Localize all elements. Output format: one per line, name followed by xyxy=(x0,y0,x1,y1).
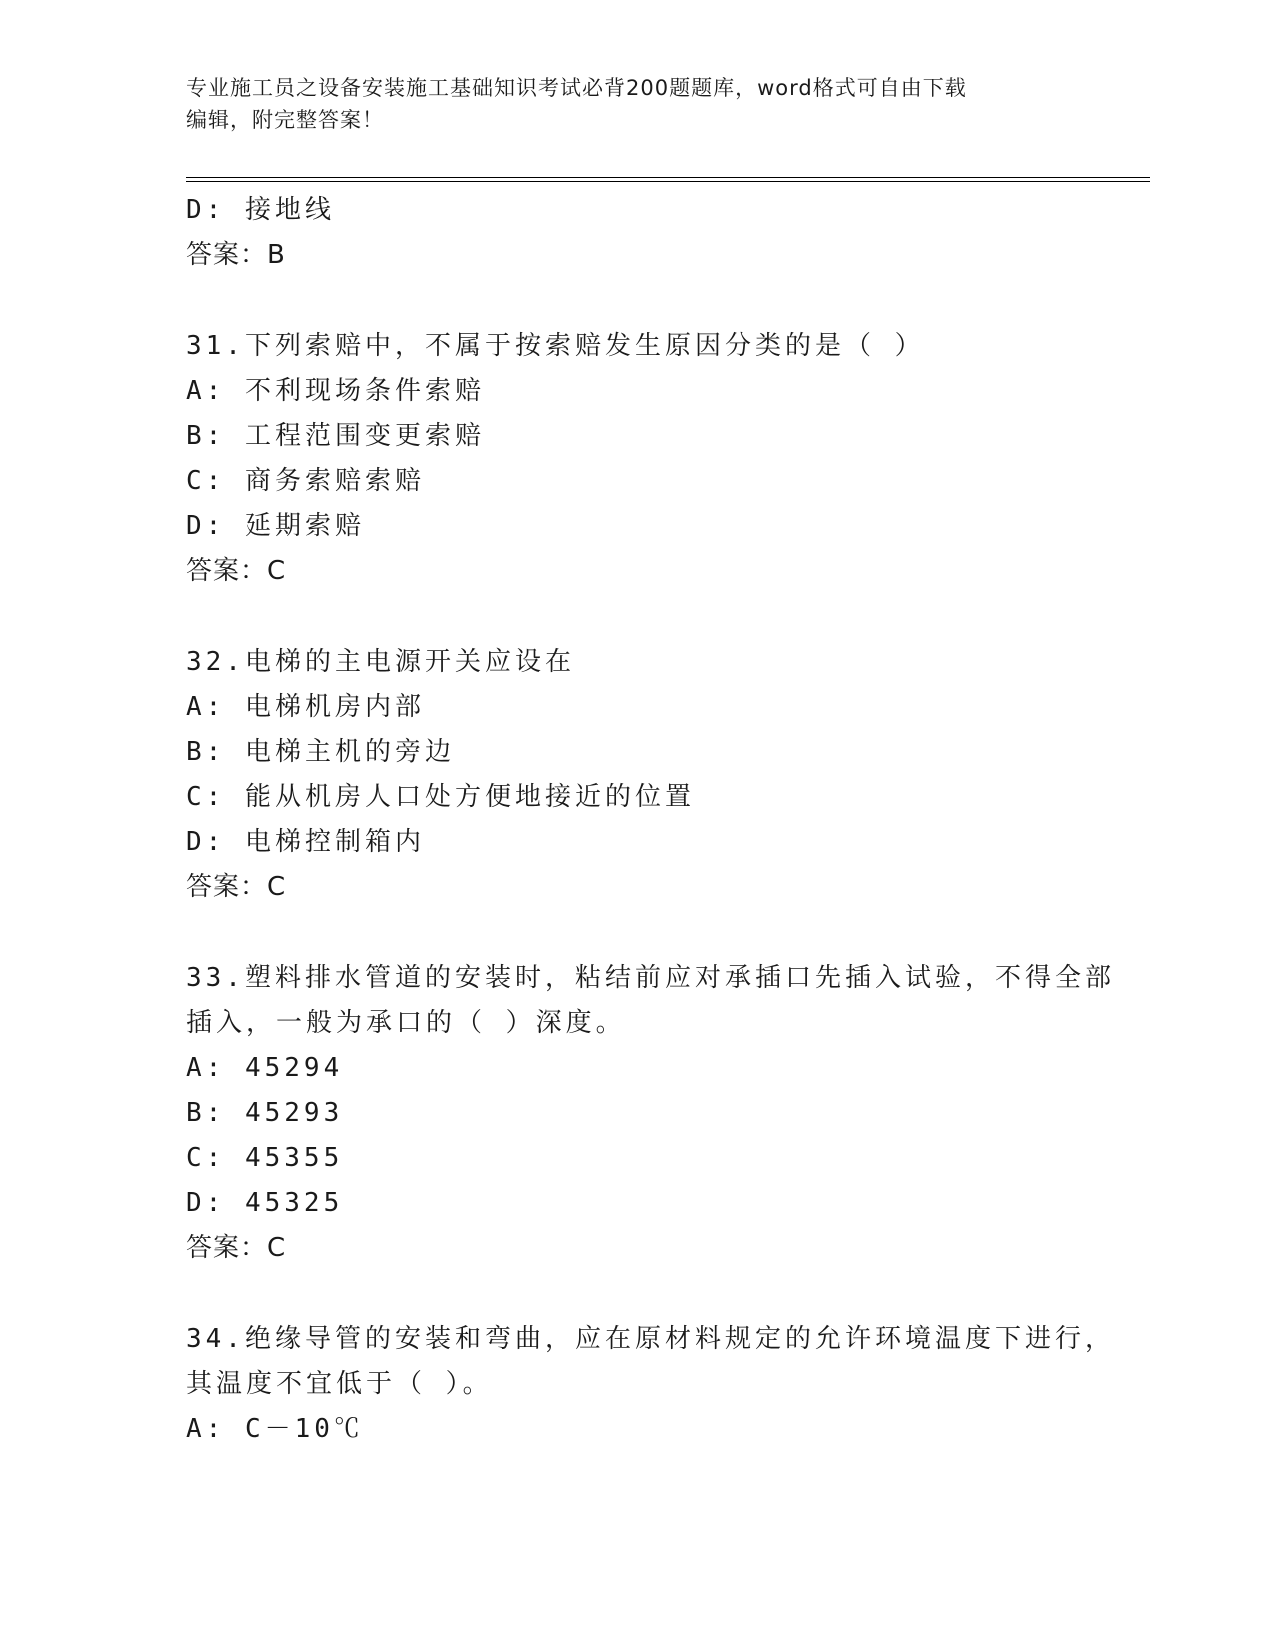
option-d: D: 45325 xyxy=(186,1188,344,1218)
question-stem-line-1: 33.塑料排水管道的安装时，粘结前应对承插口先插入试验，不得全部 xyxy=(186,963,1115,993)
question-stem-line-1: 34.绝缘导管的安装和弯曲，应在原材料规定的允许环境温度下进行， xyxy=(186,1324,1115,1354)
header-rule-bottom xyxy=(186,181,1150,182)
option-d: D: 延期索赔 xyxy=(186,511,365,541)
question-stem: 32.电梯的主电源开关应设在 xyxy=(186,647,575,677)
option-b: B: 电梯主机的旁边 xyxy=(186,737,455,767)
option-c: C: 45355 xyxy=(186,1143,344,1173)
header-line-1: 专业施工员之设备安装施工基础知识考试必背200题题库，word格式可自由下载 xyxy=(186,76,967,100)
header-rule-top xyxy=(186,177,1150,178)
question-stem-line-2: 其温度不宜低于（ ）。 xyxy=(186,1369,493,1399)
option-a: A: 45294 xyxy=(186,1053,344,1083)
question-31 xyxy=(186,324,1086,594)
answer: 答案：C xyxy=(186,1233,287,1263)
question-34 xyxy=(186,1317,1115,1452)
document-header xyxy=(186,72,1066,136)
prev-option-d: D: 接地线 xyxy=(186,195,335,225)
question-stem-line-2: 插入，一般为承口的（ ）深度。 xyxy=(186,1008,626,1038)
answer: 答案：C xyxy=(186,556,287,586)
option-b: B: 45293 xyxy=(186,1098,344,1128)
header-line-2: 编辑，附完整答案！ xyxy=(186,108,384,132)
option-a: A: C－10℃ xyxy=(186,1414,364,1444)
option-b: B: 工程范围变更索赔 xyxy=(186,421,485,451)
question-33 xyxy=(186,956,1115,1271)
option-a: A: 电梯机房内部 xyxy=(186,692,425,722)
question-list xyxy=(186,188,1115,1452)
option-d: D: 电梯控制箱内 xyxy=(186,827,425,857)
option-a: A: 不利现场条件索赔 xyxy=(186,376,485,406)
prev-answer: 答案：B xyxy=(186,240,286,270)
question-stem: 31.下列索赔中，不属于按索赔发生原因分类的是（ ） xyxy=(186,331,925,361)
answer: 答案：C xyxy=(186,872,287,902)
option-c: C: 商务索赔索赔 xyxy=(186,466,425,496)
question-32 xyxy=(186,640,1086,910)
option-c: C: 能从机房人口处方便地接近的位置 xyxy=(186,782,695,812)
